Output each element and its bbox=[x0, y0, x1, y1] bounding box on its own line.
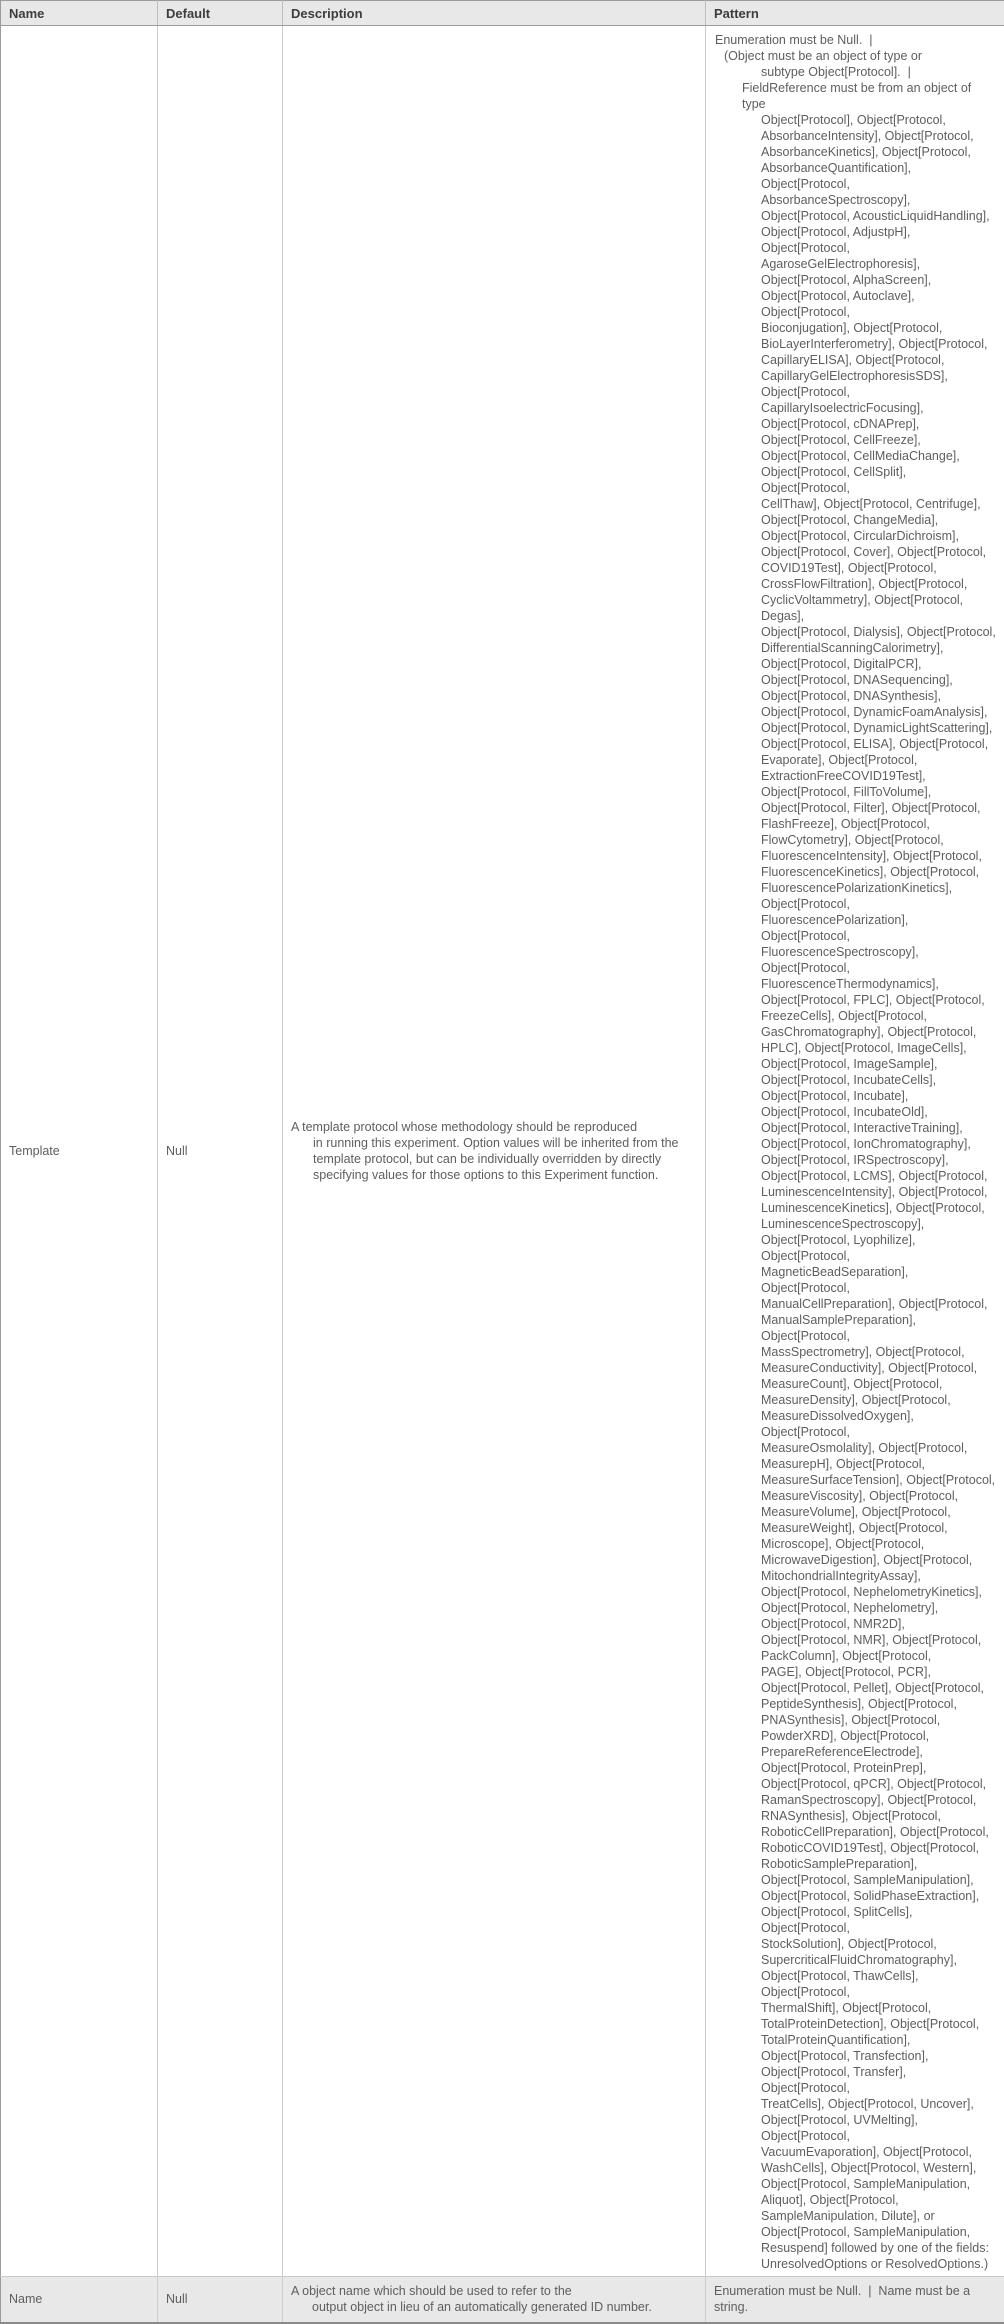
table-row-name-option bbox=[1, 2277, 1004, 2323]
text-line: FluorescencePolarizationKinetics], bbox=[715, 880, 998, 896]
column-header-description: Description bbox=[283, 1, 706, 26]
template-pattern-text bbox=[715, 32, 998, 2272]
text-line: Object[Protocol, IRSpectroscopy], bbox=[715, 1152, 998, 1168]
text-line: FluorescenceIntensity], Object[Protocol, bbox=[715, 848, 998, 864]
text-line: Object[Protocol, DynamicLightScattering], bbox=[715, 720, 998, 736]
text-line: Object[Protocol, bbox=[715, 896, 998, 912]
text-line: MitochondrialIntegrityAssay], bbox=[715, 1568, 998, 1584]
template-description-cell bbox=[283, 26, 706, 2277]
text-line: FluorescenceSpectroscopy], Object[Protocol, bbox=[715, 944, 998, 976]
text-line: Object[Protocol, SampleManipulation, bbox=[715, 2176, 998, 2192]
column-header-default: Default bbox=[158, 1, 283, 26]
text-line: LuminescenceIntensity], Object[Protocol, bbox=[715, 1184, 998, 1200]
text-line: A template protocol whose methodology should be reproduced bbox=[291, 1119, 699, 1135]
text-line: CapillaryELISA], Object[Protocol, bbox=[715, 352, 998, 368]
text-line: ManualSamplePreparation], Object[Protocol, bbox=[715, 1312, 998, 1344]
text-line: MeasureViscosity], Object[Protocol, bbox=[715, 1488, 998, 1504]
text-line: Object[Protocol, Dialysis], Object[Protocol, bbox=[715, 624, 998, 640]
text-line: Object[Protocol, AbsorbanceSpectroscopy], bbox=[715, 176, 998, 208]
text-line: RoboticSamplePreparation], bbox=[715, 1856, 998, 1872]
text-line: Object[Protocol, qPCR], Object[Protocol, bbox=[715, 1776, 998, 1792]
template-name-cell: Template bbox=[1, 26, 158, 2277]
text-line: output object in lieu of an automatically generated ID number. bbox=[291, 2299, 699, 2315]
text-line: AbsorbanceIntensity], Object[Protocol, bbox=[715, 128, 998, 144]
text-line: MagneticBeadSeparation], Object[Protocol, bbox=[715, 1264, 998, 1296]
text-line: Object[Protocol, Nephelometry], bbox=[715, 1600, 998, 1616]
text-line: subtype Object[Protocol]. | bbox=[715, 64, 998, 80]
text-line: Object[Protocol, SampleManipulation], bbox=[715, 1872, 998, 1888]
text-line: MeasureSurfaceTension], Object[Protocol, bbox=[715, 1472, 998, 1488]
text-line: MeasureConductivity], Object[Protocol, bbox=[715, 1360, 998, 1376]
text-line: Object[Protocol, LCMS], Object[Protocol, bbox=[715, 1168, 998, 1184]
text-line: VacuumEvaporation], Object[Protocol, bbox=[715, 2144, 998, 2160]
text-line: Object[Protocol, Incubate], bbox=[715, 1088, 998, 1104]
text-line: FieldReference must be from an object of type bbox=[715, 80, 998, 112]
text-line: WashCells], Object[Protocol, Western], bbox=[715, 2160, 998, 2176]
text-line: Object[Protocol, ELISA], Object[Protocol, bbox=[715, 736, 998, 752]
text-line: PackColumn], Object[Protocol, bbox=[715, 1648, 998, 1664]
name-name-cell: Name bbox=[1, 2277, 158, 2323]
text-line: Object[Protocol, AcousticLiquidHandling], bbox=[715, 208, 998, 224]
text-line: PNASynthesis], Object[Protocol, bbox=[715, 1712, 998, 1728]
text-line: HPLC], Object[Protocol, ImageCells], bbox=[715, 1040, 998, 1056]
text-line: TotalProteinQuantification], bbox=[715, 2032, 998, 2048]
name-pattern-text bbox=[714, 2283, 998, 2315]
text-line: MeasureVolume], Object[Protocol, bbox=[715, 1504, 998, 1520]
text-line: Object[Protocol, DNASynthesis], bbox=[715, 688, 998, 704]
text-line: MassSpectrometry], Object[Protocol, bbox=[715, 1344, 998, 1360]
text-line: AgaroseGelElectrophoresis], bbox=[715, 256, 998, 272]
text-line: MeasureCount], Object[Protocol, bbox=[715, 1376, 998, 1392]
text-line: FluorescenceKinetics], Object[Protocol, bbox=[715, 864, 998, 880]
text-line: FlashFreeze], Object[Protocol, bbox=[715, 816, 998, 832]
text-line: LuminescenceSpectroscopy], bbox=[715, 1216, 998, 1232]
text-line: MeasurepH], Object[Protocol, bbox=[715, 1456, 998, 1472]
name-description-text bbox=[291, 2283, 699, 2315]
text-line: RoboticCellPreparation], Object[Protocol, bbox=[715, 1824, 998, 1840]
text-line: Microscope], Object[Protocol, bbox=[715, 1536, 998, 1552]
text-line: Enumeration must be Null. | Name must be a string. bbox=[714, 2283, 998, 2315]
text-line: COVID19Test], Object[Protocol, bbox=[715, 560, 998, 576]
text-line: Object[Protocol, DNASequencing], bbox=[715, 672, 998, 688]
text-line: Object[Protocol, DigitalPCR], bbox=[715, 656, 998, 672]
text-line: Object[Protocol, CellSplit], Object[Protocol, bbox=[715, 464, 998, 496]
text-line: Object[Protocol, DynamicFoamAnalysis], bbox=[715, 704, 998, 720]
column-header-pattern: Pattern bbox=[706, 1, 1004, 26]
text-line: Object[Protocol, NMR2D], bbox=[715, 1616, 998, 1632]
text-line: FluorescenceThermodynamics], bbox=[715, 976, 998, 992]
text-line: (Object must be an object of type or bbox=[715, 48, 998, 64]
text-line: AbsorbanceQuantification], bbox=[715, 160, 998, 176]
template-pattern-cell bbox=[706, 26, 1004, 2277]
text-line: MicrowaveDigestion], Object[Protocol, bbox=[715, 1552, 998, 1568]
text-line: Object[Protocol, Autoclave], Object[Protocol, bbox=[715, 288, 998, 320]
text-line: GasChromatography], Object[Protocol, bbox=[715, 1024, 998, 1040]
text-line: Bioconjugation], Object[Protocol, bbox=[715, 320, 998, 336]
text-line: SampleManipulation, Dilute], or bbox=[715, 2208, 998, 2224]
text-line: Object[Protocol, SplitCells], Object[Protocol, bbox=[715, 1904, 998, 1936]
template-default-cell: Null bbox=[158, 26, 283, 2277]
text-line: ManualCellPreparation], Object[Protocol, bbox=[715, 1296, 998, 1312]
text-line: PAGE], Object[Protocol, PCR], bbox=[715, 1664, 998, 1680]
text-line: Object[Protocol], Object[Protocol, bbox=[715, 112, 998, 128]
text-line: PrepareReferenceElectrode], bbox=[715, 1744, 998, 1760]
name-default-cell: Null bbox=[158, 2277, 283, 2323]
text-line: Object[Protocol, SolidPhaseExtraction], bbox=[715, 1888, 998, 1904]
text-line: MeasureOsmolality], Object[Protocol, bbox=[715, 1440, 998, 1456]
name-description-cell bbox=[283, 2277, 706, 2323]
text-line: PeptideSynthesis], Object[Protocol, bbox=[715, 1696, 998, 1712]
text-line: Object[Protocol, Transfection], bbox=[715, 2048, 998, 2064]
text-line: DifferentialScanningCalorimetry], bbox=[715, 640, 998, 656]
text-line: Object[Protocol, NMR], Object[Protocol, bbox=[715, 1632, 998, 1648]
text-line: Object[Protocol, InteractiveTraining], bbox=[715, 1120, 998, 1136]
text-line: CyclicVoltammetry], Object[Protocol, Degas], bbox=[715, 592, 998, 624]
column-header-name: Name bbox=[1, 1, 158, 26]
table-row-template-option bbox=[1, 26, 1004, 2277]
text-line: MeasureDissolvedOxygen], Object[Protocol, bbox=[715, 1408, 998, 1440]
text-line: MeasureWeight], Object[Protocol, bbox=[715, 1520, 998, 1536]
text-line: CapillaryGelElectrophoresisSDS], bbox=[715, 368, 998, 384]
name-pattern-cell bbox=[706, 2277, 1004, 2323]
text-line: StockSolution], Object[Protocol, bbox=[715, 1936, 998, 1952]
text-line: Object[Protocol, Transfer], Object[Protocol, bbox=[715, 2064, 998, 2096]
text-line: Object[Protocol, CellFreeze], bbox=[715, 432, 998, 448]
text-line: Object[Protocol, ProteinPrep], bbox=[715, 1760, 998, 1776]
text-line: Object[Protocol, Lyophilize], Object[Protocol, bbox=[715, 1232, 998, 1264]
text-line: Object[Protocol, IonChromatography], bbox=[715, 1136, 998, 1152]
text-line: RNASynthesis], Object[Protocol, bbox=[715, 1808, 998, 1824]
text-line: in running this experiment. Option values will be inherited from the bbox=[291, 1135, 699, 1151]
table-header-row bbox=[1, 1, 1004, 26]
text-line: specifying values for those options to this Experiment function. bbox=[291, 1167, 699, 1183]
text-line: UnresolvedOptions or ResolvedOptions.) bbox=[715, 2256, 998, 2272]
text-line: A object name which should be used to refer to the bbox=[291, 2283, 699, 2299]
text-line: FreezeCells], Object[Protocol, bbox=[715, 1008, 998, 1024]
text-line: Object[Protocol, ChangeMedia], bbox=[715, 512, 998, 528]
text-line: Object[Protocol, bbox=[715, 384, 998, 400]
text-line: Object[Protocol, IncubateCells], bbox=[715, 1072, 998, 1088]
text-line: CellThaw], Object[Protocol, Centrifuge], bbox=[715, 496, 998, 512]
text-line: ExtractionFreeCOVID19Test], bbox=[715, 768, 998, 784]
text-line: Object[Protocol, AdjustpH], Object[Protocol, bbox=[715, 224, 998, 256]
text-line: RoboticCOVID19Test], Object[Protocol, bbox=[715, 1840, 998, 1856]
text-line: Enumeration must be Null. | bbox=[715, 32, 998, 48]
text-line: Resuspend] followed by one of the fields: bbox=[715, 2240, 998, 2256]
text-line: Object[Protocol, AlphaScreen], bbox=[715, 272, 998, 288]
text-line: MeasureDensity], Object[Protocol, bbox=[715, 1392, 998, 1408]
text-line: PowderXRD], Object[Protocol, bbox=[715, 1728, 998, 1744]
text-line: FluorescencePolarization], Object[Protocol, bbox=[715, 912, 998, 944]
text-line: CapillaryIsoelectricFocusing], bbox=[715, 400, 998, 416]
text-line: ThermalShift], Object[Protocol, bbox=[715, 2000, 998, 2016]
text-line: Object[Protocol, FillToVolume], bbox=[715, 784, 998, 800]
text-line: Object[Protocol, SampleManipulation, bbox=[715, 2224, 998, 2240]
text-line: Object[Protocol, cDNAPrep], bbox=[715, 416, 998, 432]
text-line: Aliquot], Object[Protocol, bbox=[715, 2192, 998, 2208]
text-line: Object[Protocol, Filter], Object[Protocol, bbox=[715, 800, 998, 816]
text-line: Object[Protocol, NephelometryKinetics], bbox=[715, 1584, 998, 1600]
text-line: template protocol, but can be individually overridden by directly bbox=[291, 1151, 699, 1167]
text-line: Object[Protocol, Cover], Object[Protocol, bbox=[715, 544, 998, 560]
text-line: FlowCytometry], Object[Protocol, bbox=[715, 832, 998, 848]
text-line: SupercriticalFluidChromatography], bbox=[715, 1952, 998, 1968]
text-line: LuminescenceKinetics], Object[Protocol, bbox=[715, 1200, 998, 1216]
text-line: Evaporate], Object[Protocol, bbox=[715, 752, 998, 768]
text-line: Object[Protocol, Pellet], Object[Protocol, bbox=[715, 1680, 998, 1696]
text-line: RamanSpectroscopy], Object[Protocol, bbox=[715, 1792, 998, 1808]
text-line: TotalProteinDetection], Object[Protocol, bbox=[715, 2016, 998, 2032]
text-line: Object[Protocol, CircularDichroism], bbox=[715, 528, 998, 544]
text-line: Object[Protocol, ThawCells], Object[Protocol, bbox=[715, 1968, 998, 2000]
text-line: Object[Protocol, FPLC], Object[Protocol, bbox=[715, 992, 998, 1008]
text-line: Object[Protocol, UVMelting], Object[Protocol, bbox=[715, 2112, 998, 2144]
text-line: Object[Protocol, CellMediaChange], bbox=[715, 448, 998, 464]
text-line: BioLayerInterferometry], Object[Protocol, bbox=[715, 336, 998, 352]
template-description-text bbox=[291, 1119, 699, 1183]
text-line: Object[Protocol, ImageSample], bbox=[715, 1056, 998, 1072]
text-line: Object[Protocol, IncubateOld], bbox=[715, 1104, 998, 1120]
text-line: TreatCells], Object[Protocol, Uncover], bbox=[715, 2096, 998, 2112]
text-line: CrossFlowFiltration], Object[Protocol, bbox=[715, 576, 998, 592]
text-line: AbsorbanceKinetics], Object[Protocol, bbox=[715, 144, 998, 160]
